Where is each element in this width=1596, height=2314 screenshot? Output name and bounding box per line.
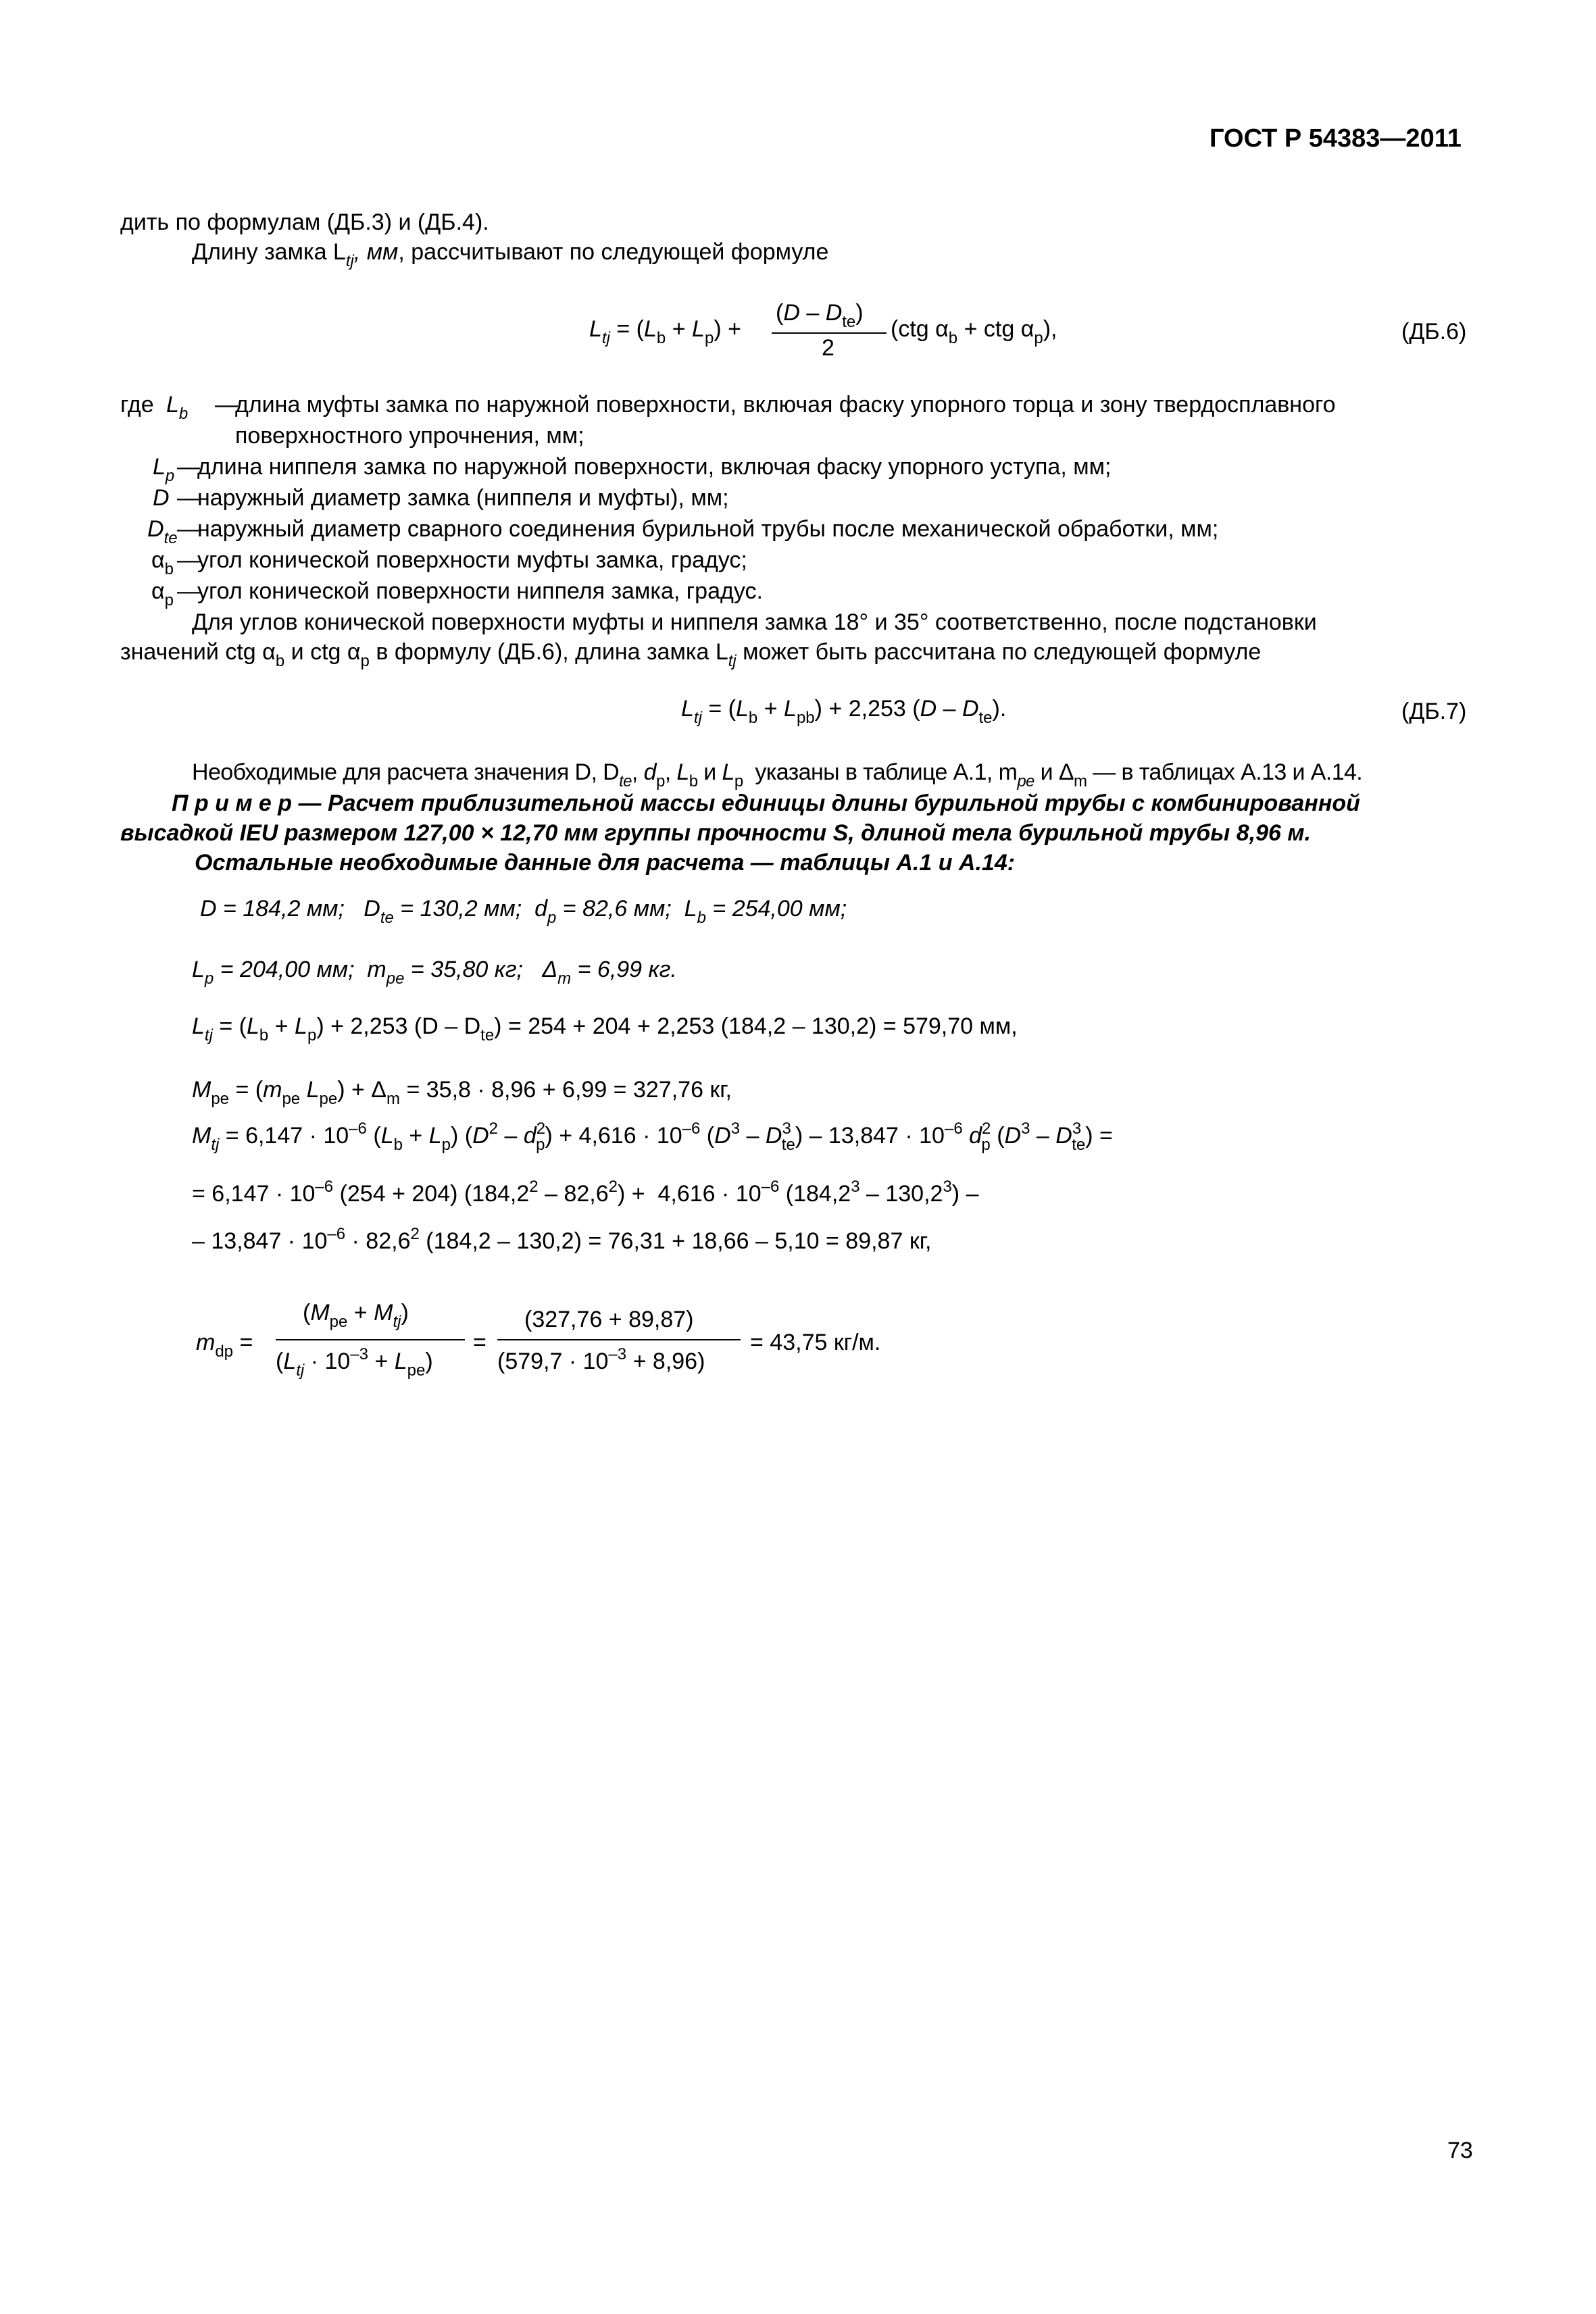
calc-ltj: $L_{tj} = (L_b + L_p) + 2,253$ $(D - D_{te}) = 254 + 204 + 2,253$ (184,2 – 130,2) = 579,70 мм, <box>192 1013 1018 1045</box>
where-item-lp: $L_p$ — длина ниппеля замка по наружной поверхности, включая фаску упорного уступа, мм; <box>153 454 1112 485</box>
formula-db6-numerator: $(D - D_{te})$ <box>776 300 864 331</box>
formula-db6-number: (ДБ.6) <box>1401 319 1467 345</box>
calc-mtj-line-3: – $13,847 \cdot 10^{-6} \cdot 82,6^2$ (184,2 – 130,2) = 76,31 + 18,66 – 5,10 = 89,87 кг, <box>192 1225 932 1254</box>
where-item-dte: $D_{te}$ — наружный диаметр сварного соединения бурильной трубы после механической обработки, мм; <box>147 516 1219 547</box>
calc-mdp-fraction-line-2 <box>497 1339 741 1340</box>
calc-mtj-line-2: = $6,147 \cdot 10^{-6}$ (254 + 204) $(184,2^2 - 82,6^2) + 4,616 \cdot 10^{-6}$ (184,2$^3$ – 130,2$^3$) – <box>192 1178 979 1207</box>
where-item-d: D — наружный диаметр замка (ниппеля и муфты), мм; <box>153 485 729 511</box>
calc-mdp-num-1: $(M_{pe} + M_{tj})$ <box>303 1300 409 1331</box>
formula-db6-denominator: 2 <box>822 335 834 361</box>
angles-para-line-2: значений ctg $\alpha_b$ и ctg $\alpha_p$ в формулу (ДБ.6), длина замка $L_{tj}$ может быть рассчитана по следующей формуле <box>120 639 1262 670</box>
formula-db7: $L_{tj} = (L_b + L_{pb}) + 2,253$ $(D - D_{te})$. <box>681 696 1007 727</box>
formula-db6: $L_{tj} = (L_b + L_p)$ + <box>589 316 741 347</box>
calc-mdp-fraction-line-1 <box>276 1339 465 1340</box>
page-number: 73 <box>1447 2138 1473 2163</box>
calc-mpe: $M_{pe} = (m_{pe}$ $L_{pe}) + \Delta_m = 35,8 \cdot 8,96 + 6,99 = 327,76$ кг, <box>192 1077 732 1108</box>
needed-values-para: Необходимые для расчета значения D, $D_{te}$, $d_p$, $L_b$ и $L_p$ указаны в таблице А.1, $m_{pe}$ и $\Delta_m$ — в таблицах А.13 и А.14. <box>192 759 1363 790</box>
where-word: где <box>120 392 154 418</box>
where-item-lb: $L_b$ — длина муфты замка по наружной поверхности, включая фаску упорного торца и зону твердосплавного <box>166 392 1336 423</box>
example-line-2: высадкой IEU размером 127,00 × 12,70 мм группы прочности S, длиной тела бурильной трубы 8,96 м. <box>120 820 1311 846</box>
where-list <box>135 389 1487 607</box>
angles-para-line-1: Для углов конической поверхности муфты и ниппеля замка 18° и 35° соответственно, после подстановки <box>192 609 1317 635</box>
intro-line-1: дить по формулам (ДБ.3) и (ДБ.4). <box>120 209 489 235</box>
intro-line-2: Длину замка $L_{tj}$, мм, рассчитывают по следующей формуле <box>192 239 829 270</box>
calc-mdp-den-2: $(579,7 \cdot 10^{-3} + 8,96)$ <box>497 1345 705 1374</box>
values-line-1: D = 184,2 мм; $D_{te} = 130,2$ мм; $d_p = 82,6$ мм; $L_b = 254,00$ мм; <box>200 896 847 927</box>
formula-db6-fraction-line <box>772 332 887 334</box>
calc-mdp-result: = 43,75 кг/м. <box>750 1330 881 1355</box>
calc-mdp-eq: = <box>473 1330 487 1355</box>
values-line-2: $L_p = 204,00$ мм; $m_{pe} = 35,80$ кг; $\Delta_m = 6,99$ кг. <box>192 957 677 988</box>
example-line-3: Остальные необходимые данные для расчета — таблицы А.1 и А.14: <box>195 850 1016 876</box>
where-item-lb-cont: поверхностного упрочнения, мм; <box>235 423 584 449</box>
calc-mdp-den-1: $(L_{tj} \cdot 10^{-3} + L_{pe})$ <box>276 1345 433 1380</box>
where-item-alpha-p: $\alpha_p$ — угол конической поверхности ниппеля замка, градус. <box>151 578 763 609</box>
where-item-alpha-b: $\alpha_b$ — угол конической поверхности муфты замка, градус; <box>151 547 747 578</box>
calc-mdp-lhs: $m_{dp}$ = <box>196 1330 253 1361</box>
document-code: ГОСТ Р 54383—2011 <box>1210 124 1462 153</box>
formula-db7-number: (ДБ.7) <box>1401 699 1467 724</box>
formula-db6-ctg: (ctg $\alpha_b$ + ctg $\alpha_p$), <box>891 316 1057 347</box>
example-label: П р и м е р — Расчет приблизительной массы единицы длины бурильной трубы с комбинированной <box>172 790 1360 816</box>
calc-mdp-num-2: (327,76 + 89,87) <box>524 1307 694 1332</box>
calc-mtj-line-1: $M_{tj} = 6,147 \cdot 10^{-6}$ $(L_b + L_p)$ $(D^2 - d^2_p) + 4,616 \cdot 10^{-6}$ $(D^3 - D^3_{te}) - 13,847 \cdot 10^{-6}$ $d^2_p$ $(D^3 - D^3_{te})$ = <box>192 1120 1113 1154</box>
